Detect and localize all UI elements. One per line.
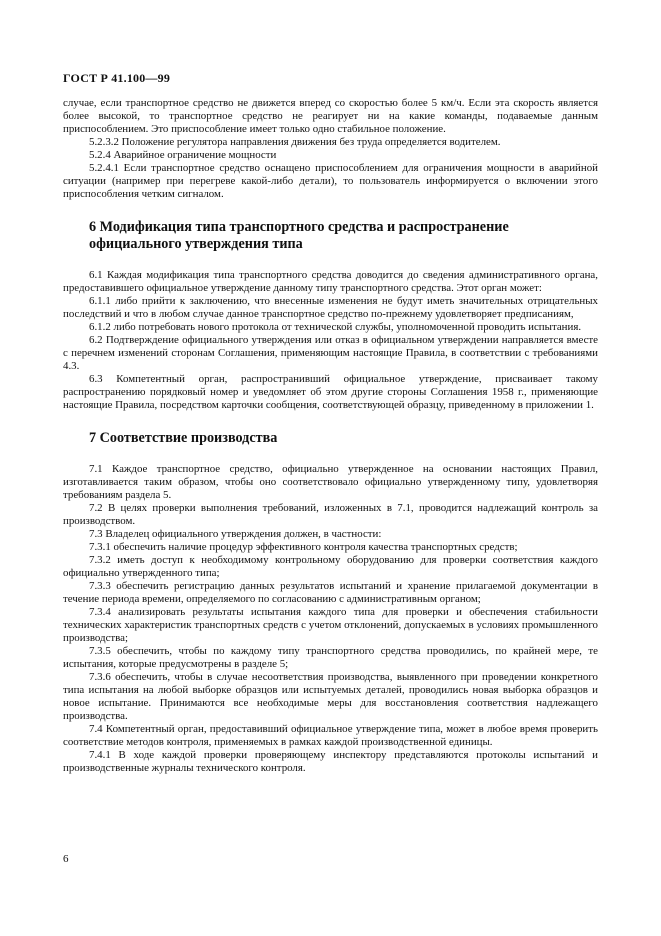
paragraph-7-3-6: 7.3.6 обеспечить, чтобы в случае несоответствия производства, выявленного при проведении конкретного типа испытания на любой выборке образцов или испытуемых деталей, проводились новая выборка образцов и новое испытание. Принимаются все необходимые меры для восстановления соответствия надлежащего производства.	[63, 671, 598, 722]
paragraph-6-1-1: 6.1.1 либо прийти к заключению, что внесенные изменения не будут иметь значительных отрицательных последствий и что в любом случае данное транспортное средство по-прежнему удовлетворяет предписаниям,	[63, 295, 598, 320]
paragraph-5-2-4-1: 5.2.4.1 Если транспортное средство оснащено приспособлением для ограничения мощности в аварийной ситуации (например при перегреве какой-либо детали), то пользователь информируется о включении этого приспособления четким сигналом.	[63, 162, 598, 200]
paragraph-7-2: 7.2 В целях проверки выполнения требований, изложенных в 7.1, проводится надлежащий контроль за производством.	[63, 502, 598, 527]
section-6-heading: 6 Модификация типа транспортного средства и распространение официального утверждения типа	[89, 219, 509, 252]
paragraph-6-2: 6.2 Подтверждение официального утверждения или отказ в официальном утверждении направляется вместе с перечнем изменений сторонам Соглашения, применяющим настоящие Правила, в соответствии с требованиями 4.3.	[63, 334, 598, 372]
paragraph-7-3-1: 7.3.1 обеспечить наличие процедур эффективного контроля качества транспортных средств;	[89, 541, 518, 553]
paragraph-7-3-3: 7.3.3 обеспечить регистрацию данных результатов испытаний и хранение прилагаемой документации в течение периода времени, определяемого по согласованию с административным органом;	[63, 580, 598, 605]
page-number: 6	[63, 853, 69, 865]
paragraph-7-4-1: 7.4.1 В ходе каждой проверки проверяющему инспектору представляются протоколы испытаний и производственные журналы технического контроля.	[63, 749, 598, 774]
paragraph-7-1: 7.1 Каждое транспортное средство, официально утвержденное на основании настоящих Правил, изготавливается таким образом, чтобы оно соответствовало официально утвержденному типу, удовлетворяя требованиям раздела 5.	[63, 463, 598, 501]
paragraph-7-4: 7.4 Компетентный орган, предоставивший официальное утверждение типа, может в любое время проверить соответствие методов контроля, применяемых в рамках каждой производственной единицы.	[63, 723, 598, 748]
paragraph-7-3-4: 7.3.4 анализировать результаты испытания каждого типа для проверки и обеспечения стабильности технических характеристик транспортных средств с учетом отклонений, допускаемых в условиях промышленного производства;	[63, 606, 598, 644]
paragraph-6-1: 6.1 Каждая модификация типа транспортного средства доводится до сведения административного органа, предоставившего официальное утверждение данному типу транспортного средства. Этот орган может:	[63, 269, 598, 294]
paragraph-5-2-4: 5.2.4 Аварийное ограничение мощности	[89, 149, 277, 161]
section-7-heading: 7 Соответствие производства	[89, 430, 278, 446]
paragraph-6-3: 6.3 Компетентный орган, распространивший официальное утверждение, присваивает такому распространению порядковый номер и уведомляет об этом другие стороны Соглашения 1958 г., применяющие настоящие Правила, посредством карточки сообщения, соответствующей образцу, приведенному в приложении 1.	[63, 373, 598, 411]
paragraph-6-1-2: 6.1.2 либо потребовать нового протокола от технической службы, уполномоченной проводить испытания.	[89, 321, 582, 333]
paragraph-7-3: 7.3 Владелец официального утверждения должен, в частности:	[89, 528, 382, 540]
paragraph-7-3-5: 7.3.5 обеспечить, чтобы по каждому типу транспортного средства проводились, по крайней мере, те испытания, которые предусмотрены в разделе 5;	[63, 645, 598, 670]
paragraph-7-3-2: 7.3.2 иметь доступ к необходимому контрольному оборудованию для проверки соответствия каждого официально утвержденного типа;	[63, 554, 598, 579]
document-code-header: ГОСТ Р 41.100—99	[63, 71, 171, 85]
paragraph-continued: случае, если транспортное средство не движется вперед со скоростью более 5 км/ч. Если эта скорость является более высокой, то транспортное средство не реагирует ни на какие команды, подаваемые данным приспособлением. Это приспособление имеет только одно стабильное положение.	[63, 97, 598, 135]
paragraph-5-2-3-2: 5.2.3.2 Положение регулятора направления движения без труда определяется водителем.	[89, 136, 501, 148]
page-content	[63, 97, 598, 775]
